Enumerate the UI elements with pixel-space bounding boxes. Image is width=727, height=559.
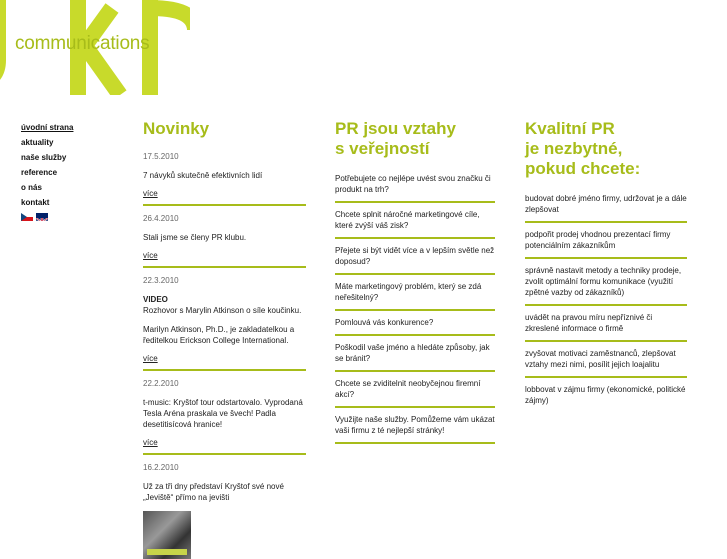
logo[interactable] [0, 0, 190, 95]
quality-title [525, 119, 687, 179]
cz-flag-icon[interactable] [21, 213, 33, 221]
logo-text: communications [15, 33, 150, 54]
news-video-label: VIDEO [143, 295, 168, 304]
news-date: 17.5.2010 [143, 152, 179, 161]
nav-item-references[interactable]: reference [21, 168, 58, 177]
nav-item-news[interactable]: aktuality [21, 138, 54, 147]
news-more-link[interactable]: více [143, 189, 158, 198]
benefit-item: uvádět na pravou míru nepříznivé či zkreslené informace o firmě [525, 306, 687, 342]
quality-pr-section [525, 119, 687, 412]
news-text: Už za tři dny představí Kryštof své nové „Jeviště“ přímo na jevišti [143, 482, 284, 502]
news-thumbnail-image[interactable] [143, 511, 191, 559]
news-text-secondary: Marilyn Atkinson, Ph.D., je zakladatelkou a ředitelkou Erickson College International. [143, 325, 295, 345]
benefit-item: lobbovat v zájmu firmy (ekonomické, politické zájmy) [525, 385, 686, 405]
pr-question-item: Přejete si být vidět více a v lepším světle než doposud? [335, 239, 495, 275]
news-text: Stali jsme se členy PR klubu. [143, 233, 247, 242]
benefit-item: podpořit prodej vhodnou prezentací firmy potenciálním zákazníkům [525, 223, 687, 259]
quality-title-line1: Kvalitní PR [525, 119, 615, 138]
pr-title [335, 119, 495, 159]
pr-question-item: Chcete splnit náročné marketingové cíle, které zvýší váš zisk? [335, 203, 495, 239]
pr-question-item: Využijte naše služby. Pomůžeme vám ukázat vaši firmu z té nejlepší stránky! [335, 408, 495, 444]
pr-question-item: Potřebujete co nejlépe uvést svou značku či produkt na trh? [335, 167, 495, 203]
pr-title-line2: s veřejností [335, 139, 430, 158]
nav-item-home[interactable]: úvodní strana [21, 123, 74, 132]
en-flag-icon[interactable] [36, 213, 48, 221]
news-text: t-music: Kryštof tour odstartovalo. Vyprodaná Tesla Aréna praskala ve švech! Padla desetitisícová hranice! [143, 398, 303, 429]
news-title: Novinky [143, 119, 210, 138]
news-section [143, 119, 306, 559]
news-more-link[interactable]: více [143, 354, 158, 363]
news-item [143, 276, 306, 371]
news-text: Rozhovor s Marylin Atkinson o síle koučinku. [143, 306, 302, 315]
news-date: 16.2.2010 [143, 463, 179, 472]
pr-question-item: Pomlouvá vás konkurence? [335, 311, 495, 336]
news-item [143, 379, 306, 455]
pr-section [335, 119, 495, 444]
news-more-link[interactable]: více [143, 438, 158, 447]
pr-question-item: Máte marketingový problém, který se zdá neřešitelný? [335, 275, 495, 311]
pr-title-line1: PR jsou vztahy [335, 119, 456, 138]
benefit-item: správně nastavit metody a techniky prodeje, zvolit optimální formu komunikace (využití zpětné vazby od zákazníků) [525, 259, 687, 306]
news-more-link[interactable]: více [143, 251, 158, 260]
quality-title-line3: pokud chcete: [525, 159, 641, 178]
news-item [143, 214, 306, 268]
quality-title-line2: je nezbytné, [525, 139, 623, 158]
nav-item-about[interactable]: o nás [21, 183, 42, 192]
main-navigation [21, 123, 111, 221]
news-text: 7 návyků skutečně efektivních lidí [143, 171, 263, 180]
pr-question-item: Poškodil vaše jméno a hledáte způsoby, jak se bránit? [335, 336, 495, 372]
nav-item-services[interactable]: naše služby [21, 153, 67, 162]
news-date: 26.4.2010 [143, 214, 179, 223]
nav-item-contact[interactable]: kontakt [21, 198, 50, 207]
news-date: 22.2.2010 [143, 379, 179, 388]
language-switcher [21, 213, 111, 221]
benefit-item: zvyšovat motivaci zaměstnanců, zlepšovat vztahy mezi nimi, posílit jejich loajalitu [525, 342, 687, 378]
news-item [143, 152, 306, 206]
news-text-block [143, 294, 306, 316]
benefit-item: budovat dobré jméno firmy, udržovat je a dále zlepšovat [525, 187, 687, 223]
news-date: 22.3.2010 [143, 276, 179, 285]
pr-question-item: Chcete se zviditelnit neobyčejnou firemní akcí? [335, 372, 495, 408]
